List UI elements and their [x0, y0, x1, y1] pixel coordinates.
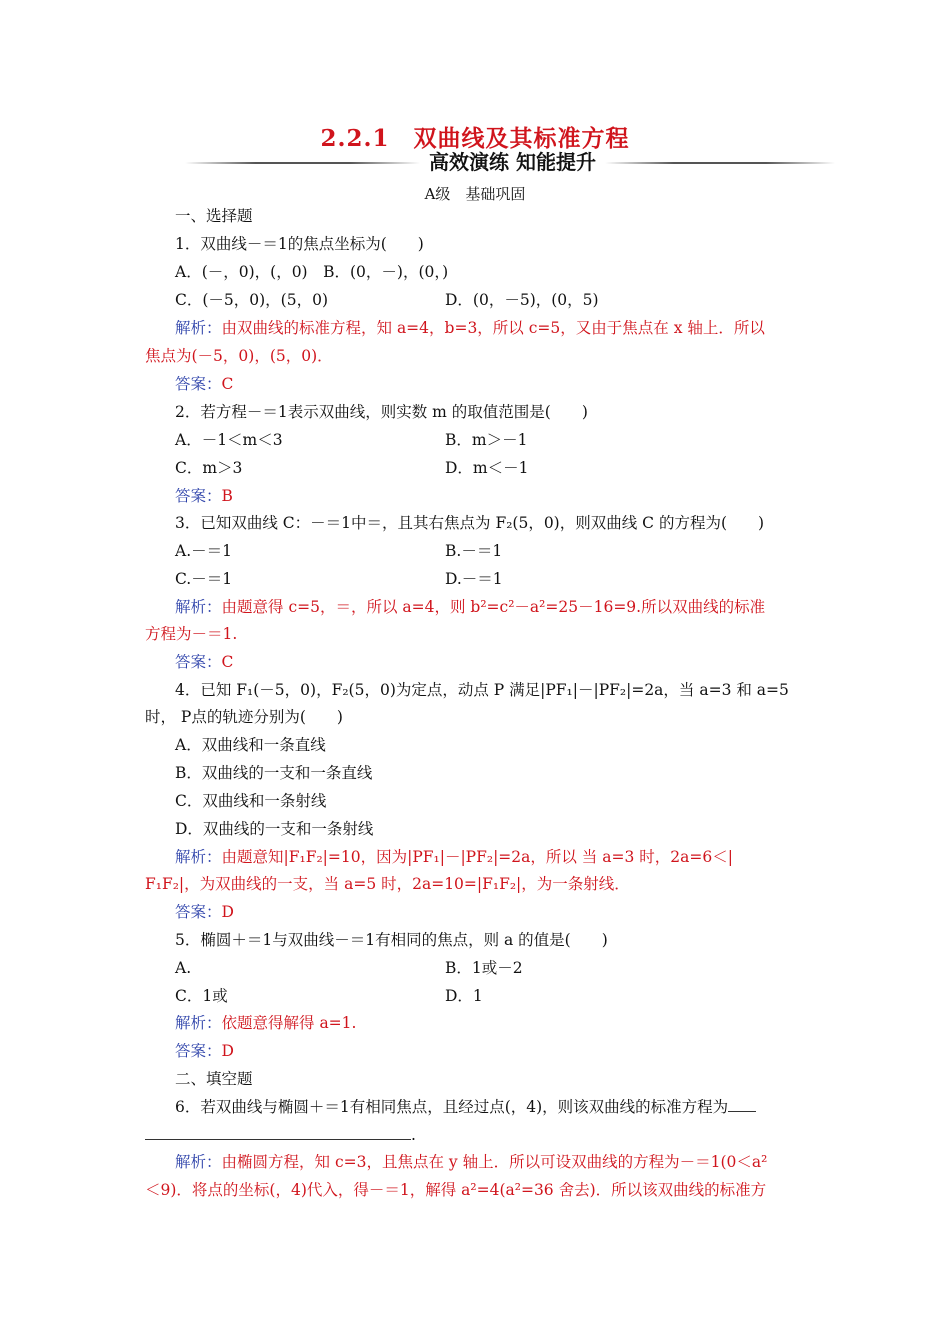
q5-explanation: [175, 1013, 356, 1033]
q1-answer: [175, 374, 233, 394]
level-heading: A级 基础巩固: [424, 185, 526, 203]
q6-answer-blank-start: [728, 1097, 756, 1112]
q5-explanation-line1: 依题意得解得 a=1.: [221, 1014, 357, 1032]
q2-option-d: D．m＜－1: [445, 459, 529, 477]
q3-stem: 3．已知双曲线 C：－＝1中＝，且其右焦点为 F₂(5，0)，则双曲线 C 的方程为( ): [175, 514, 765, 532]
q1-option-d: D．(0，－5)，(0，5): [445, 291, 599, 309]
q3-explanation-label: 解析：: [175, 598, 222, 616]
q1-explanation-label: 解析：: [175, 319, 222, 337]
q1-option-ab: A．(－，0)，(，0) B．(0，－)，(0，): [175, 263, 449, 281]
q5-stem: 5．椭圆＋＝1与双曲线－＝1有相同的焦点，则 a 的值是( ): [175, 931, 608, 949]
q6-explanation: [175, 1152, 767, 1172]
q1-explanation: [175, 318, 765, 338]
q3-option-a: A.－＝1: [175, 542, 232, 560]
q3-answer: [175, 652, 233, 672]
q2-answer-label: 答案：: [175, 487, 222, 505]
q4-stem-line2: 时， P点的轨迹分别为( ): [145, 708, 343, 726]
q5-explanation-label: 解析：: [175, 1014, 222, 1032]
section-heading-fill: 二、填空题: [175, 1070, 253, 1088]
q4-explanation-line2: F₁F₂|，为双曲线的一支，当 a=5 时，2a=10=|F₁F₂|，为一条射线．: [145, 875, 630, 893]
q3-option-d: D.－＝1: [445, 570, 503, 588]
q5-answer-label: 答案：: [175, 1042, 222, 1060]
q3-answer-label: 答案：: [175, 653, 222, 671]
q5-answer: [175, 1041, 234, 1061]
q1-stem: 1．双曲线－＝1的焦点坐标为( ): [175, 235, 424, 253]
banner-text: 高效演练 知能提升: [429, 150, 596, 174]
q4-answer: [175, 902, 234, 922]
q4-option-d: D．双曲线的一支和一条射线: [175, 820, 374, 838]
section-heading-choice: 一、选择题: [175, 207, 253, 225]
q2-answer-value: B: [221, 487, 233, 505]
q2-answer: [175, 486, 233, 506]
page-title: 2.2.1 双曲线及其标准方程: [320, 125, 630, 152]
q1-answer-label: 答案：: [175, 375, 222, 393]
q3-explanation-line1: 由题意得 c=5，＝，所以 a=4，则 b²=c²－a²=25－16=9.所以双曲线的标准: [221, 598, 766, 616]
banner-rule-left: [185, 162, 420, 164]
q1-explanation-line1: 由双曲线的标准方程，知 a=4，b=3，所以 c=5，又由于焦点在 x 轴上．所以: [221, 319, 765, 337]
q5-option-c: C．1或: [175, 987, 228, 1005]
q4-answer-value: D: [221, 903, 234, 921]
q3-option-b: B.－＝1: [445, 542, 503, 560]
q6-stem-text: 6．若双曲线与椭圆＋＝1有相同焦点，且经过点(，4)，则该双曲线的标准方程为: [175, 1098, 729, 1116]
q5-option-a: A.: [175, 959, 192, 977]
q1-explanation-line2: 焦点为(－5，0)，(5，0)．: [145, 347, 333, 365]
q6-explanation-line2: ＜9)．将点的坐标(，4)代入，得－＝1，解得 a²=4(a²=36 舍去)．所以该双曲线的标准方: [145, 1181, 767, 1199]
banner-rule-right: [605, 162, 835, 164]
q6-stem-line2: [145, 1125, 416, 1145]
q6-explanation-line1: 由椭圆方程，知 c=3，且焦点在 y 轴上．所以可设双曲线的方程为－＝1(0＜a²: [221, 1153, 768, 1171]
q6-answer-blank: [145, 1125, 411, 1140]
q5-option-d: D．1: [445, 987, 483, 1005]
q3-explanation: [175, 597, 765, 617]
q2-stem: 2．若方程－＝1表示双曲线，则实数 m 的取值范围是( ): [175, 403, 588, 421]
q4-explanation-label: 解析：: [175, 848, 222, 866]
q2-option-c: C．m＞3: [175, 459, 243, 477]
q1-option-c: C．(－5，0)，(5，0): [175, 291, 328, 309]
q4-option-c: C．双曲线和一条射线: [175, 792, 327, 810]
q3-option-c: C.－＝1: [175, 570, 233, 588]
q5-option-b: B．1或－2: [445, 959, 523, 977]
q4-explanation: [175, 847, 733, 867]
q4-option-a: A．双曲线和一条直线: [175, 736, 326, 754]
q2-option-a: A．－1＜m＜3: [175, 431, 283, 449]
q5-answer-value: D: [221, 1042, 234, 1060]
q4-explanation-line1: 由题意知|F₁F₂|=10，因为|PF₁|－|PF₂|=2a，所以 当 a=3 时，2a=6＜|: [221, 848, 733, 866]
q4-stem-line1: 4．已知 F₁(－5，0)，F₂(5，0)为定点，动点 P 满足|PF₁|－|PF₂|=2a，当 a=3 和 a=5: [175, 681, 789, 699]
q6-stem-line1: [175, 1097, 756, 1117]
q4-option-b: B．双曲线的一支和一条直线: [175, 764, 373, 782]
q6-explanation-label: 解析：: [175, 1153, 222, 1171]
q1-answer-value: C: [221, 375, 234, 393]
q3-explanation-line2: 方程为－＝1.: [145, 625, 238, 643]
q2-option-b: B．m＞－1: [445, 431, 528, 449]
q4-answer-label: 答案：: [175, 903, 222, 921]
q6-stem-end: .: [411, 1126, 416, 1144]
q3-answer-value: C: [221, 653, 234, 671]
section-banner: [185, 150, 835, 174]
